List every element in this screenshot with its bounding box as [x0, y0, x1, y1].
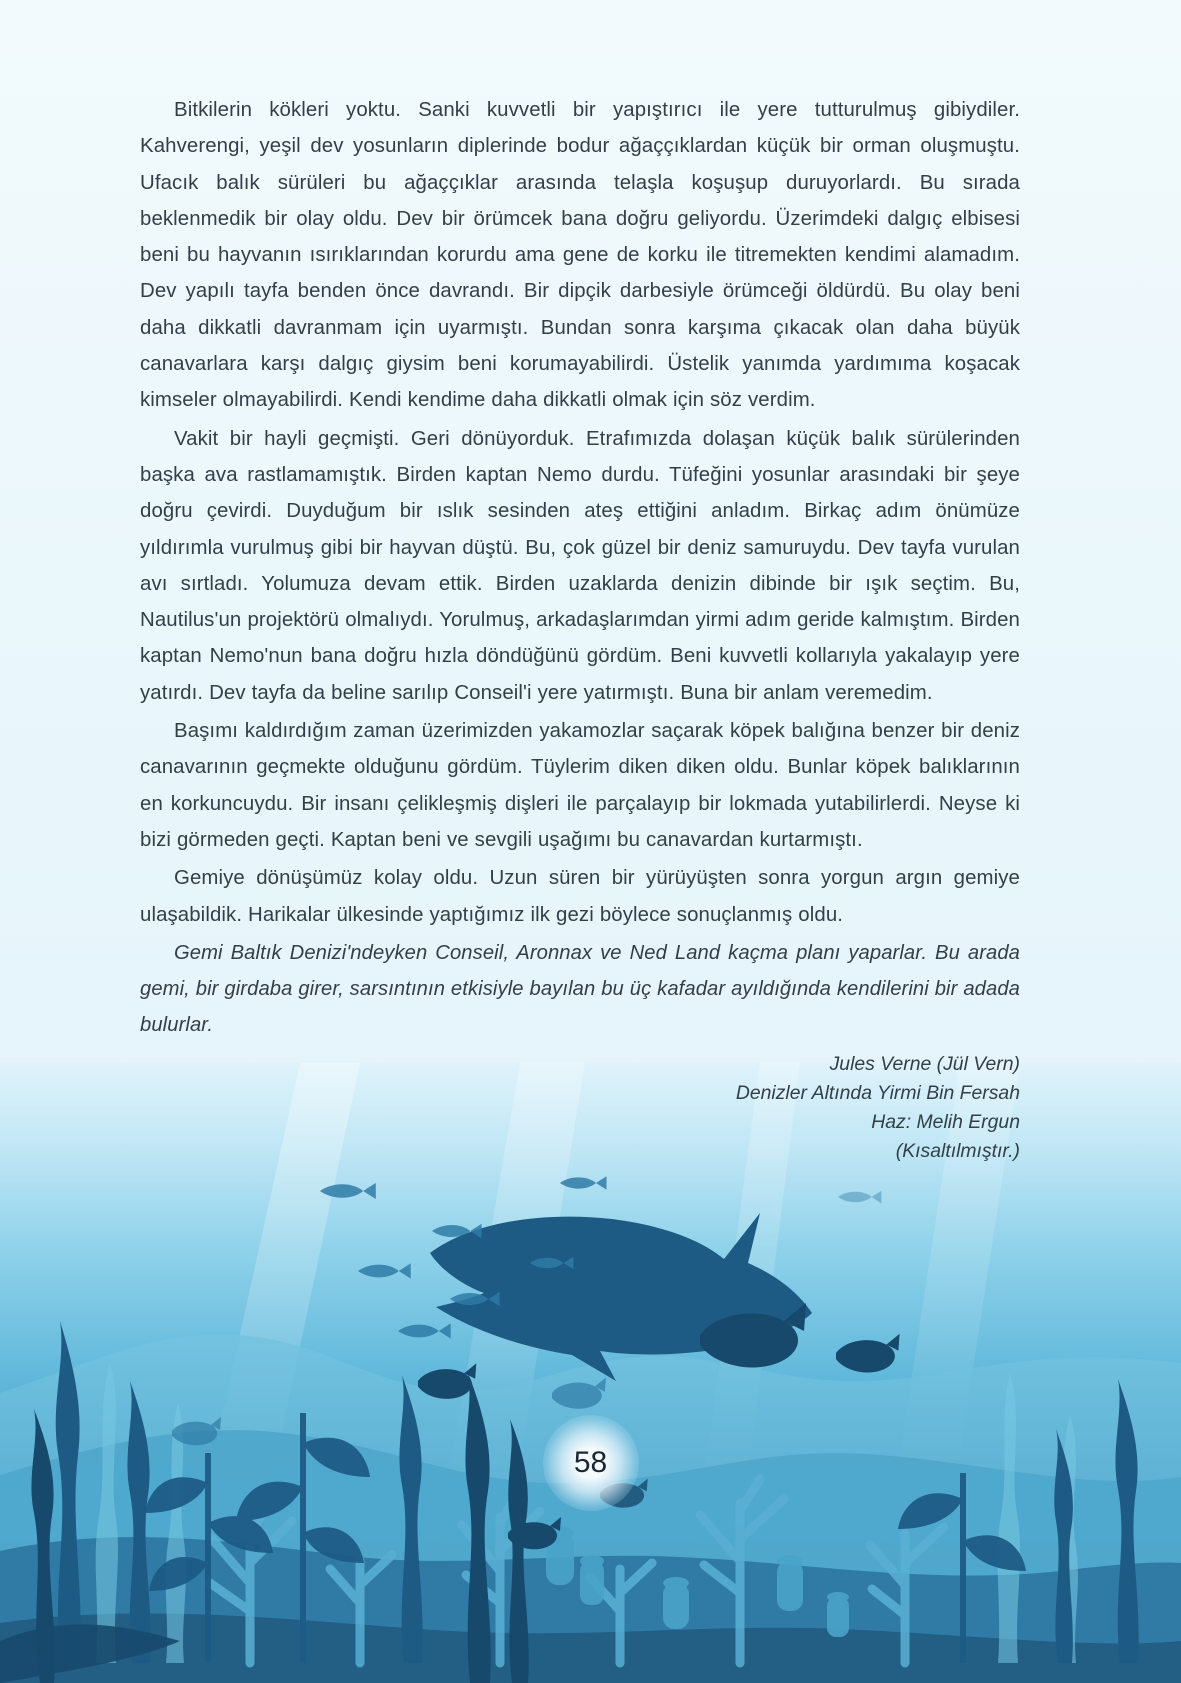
credit-note: (Kısaltılmıştır.)	[895, 1139, 1020, 1162]
credit-author: Jules Verne (Jül Vern)	[829, 1052, 1020, 1075]
credit-prepared-by: Haz: Melih Ergun	[871, 1110, 1020, 1133]
credit-work-title: Denizler Altında Yirmi Bin Fersah	[735, 1081, 1020, 1104]
article-text-column	[140, 92, 1020, 1166]
paragraph-1: Bitkilerin kökleri yoktu. Sanki kuvvetli bir yapıştırıcı ile yere tutturulmuş gibiydiler. Kahverengi, yeşil dev yosunların diplerinde bodur ağaççıklardan küçük bir orman oluşmuştu. Ufacık balık sürüleri bu ağaççıklar arasında telaşla koşuşup duruyorlardı. Bu sırada beklenmedik bir olay oldu. Dev bir örümcek bana doğru geliyordu. Üzerimdeki dalgıç elbisesi beni bu hayvanın ısırıklarından korurdu ama gene de korku ile titremekten kendimi alamadım. Dev yapılı tayfa benden önce davrandı. Bir dipçik darbesiyle örümceği öldürdü. Bu olay beni daha dikkatli davranmam için uyarmıştı. Bundan sonra karşıma çıkacak olan daha büyük canavarlara karşı dalgıç giysim beni korumayabilirdi. Üstelik yanımda yardımıma koşacak kimseler olmayabilirdi. Kendi kendime daha dikkatli olmak için söz verdim.	[140, 99, 1020, 412]
credits-block	[140, 1050, 1020, 1166]
summary-paragraph: Gemi Baltık Denizi'ndeyken Conseil, Aronnax ve Ned Land kaçma planı yaparlar. Bu arada gemi, bir girdaba girer, sarsıntının etkisiyle bayılan bu üç kafadar ayıldığında kendilerini bir adada bulurlar.	[140, 941, 1020, 1037]
paragraph-3: Başımı kaldırdığım zaman üzerimizden yakamozlar saçarak köpek balığına benzer bir deniz canavarının geçmekte olduğunu gördüm. Tüylerim diken diken oldu. Bunlar köpek balıklarının en korkuncuydu. Bir insanı çelikleşmiş dişleri ile parçalayıp bir lokmada yutabilirlerdi. Neyse ki bizi görmeden geçti. Kaptan beni ve sevgili uşağımı bu canavardan kurtarmıştı.	[140, 720, 1020, 851]
paragraph-4: Gemiye dönüşümüz kolay oldu. Uzun süren bir yürüyüşten sonra yorgun argın gemiye ulaşabildik. Harikalar ülkesinde yaptığımız ilk gezi böylece sonuçlanmış oldu.	[140, 867, 1020, 926]
paragraph-2: Vakit bir hayli geçmişti. Geri dönüyorduk. Etrafımızda dolaşan küçük balık sürülerinden başka ava rastlamamıştık. Birden kaptan Nemo durdu. Tüfeğini yosunlar arasındaki bir şeye doğru çevirdi. Duyduğum bir ıslık sesinden ateş ettiğini anladım. Birkaç adım önümüze yıldırımla vurulmuş gibi bir hayvan düştü. Bu, çok güzel bir deniz samuruydu. Dev tayfa vurulan avı sırtladı. Yolumuza devam ettik. Birden uzaklarda denizin dibinde bir ışık seçtim. Bu, Nautilus'un projektörü olmalıydı. Yorulmuş, arkadaşlarımdan yirmi adım geride kalmıştım. Birden kaptan Nemo'nun bana doğru hızla döndüğünü gördüm. Beni kuvvetli kollarıyla yakalayıp yere yatırdı. Dev tayfa da beline sarılıp Conseil'i yere yatırmıştı. Buna bir anlam veremedim.	[140, 427, 1020, 704]
page-number: 58	[573, 1446, 608, 1479]
